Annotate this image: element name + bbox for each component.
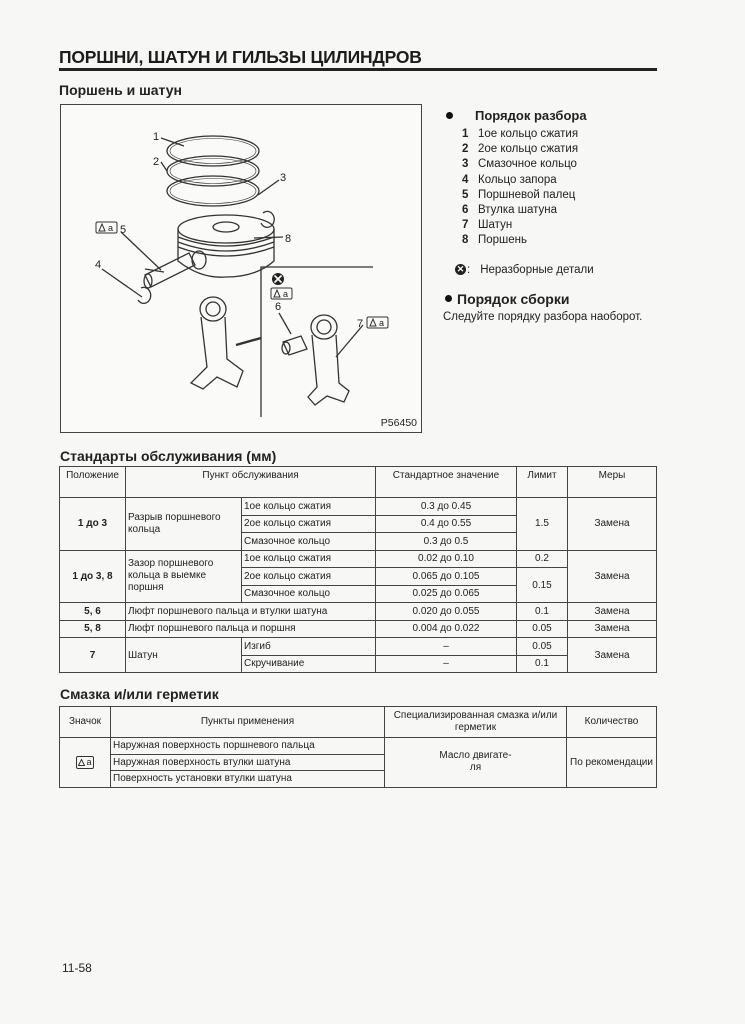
list-item: 5 Поршневой палец (462, 188, 576, 201)
callout-8: 8 (285, 233, 292, 245)
callout-2: 2 (153, 156, 160, 168)
table-row: 5, 6 Люфт поршневого пальца и втулки шатуна 0.020 до 0.055 0.1 Замена (60, 603, 657, 621)
callout-4: 4 (95, 259, 102, 271)
table-row: 1 до 3, 8 Зазор поршневого кольца в выемке поршня 1ое кольцо сжатия 0.02 до 0.10 0.2 Замена (60, 550, 657, 568)
bullet-icon (445, 295, 452, 302)
list-item: 7 Шатун (462, 219, 513, 232)
svg-text:a: a (283, 289, 289, 299)
connecting-rod-icon (308, 315, 363, 405)
list-item: 6 Втулка шатуна (462, 203, 558, 216)
table-header: Значок Пункты применения Специализированная смазка и/или герметик Количество (60, 707, 657, 738)
standards-table (59, 466, 657, 673)
table-row: 5, 8 Люфт поршневого пальца и поршня 0.004 до 0.022 0.05 Замена (60, 620, 657, 638)
table-row: Наружная поверхность втулки шатуна (60, 754, 657, 771)
table-row: 1 до 3 Разрыв поршневого кольца 1ое кольцо сжатия 0.3 до 0.45 1.5 Замена (60, 498, 657, 516)
table-row: Скручивание – 0.1 (60, 655, 657, 673)
piston-ring-icon (167, 156, 259, 186)
table-row: Поверхность установки втулки шатуна (60, 771, 657, 788)
list-item: 4 Кольцо запора (462, 173, 557, 186)
non-reusable-icon (272, 273, 284, 285)
piston-ring-icon (167, 176, 259, 206)
procedure-panel (443, 108, 683, 323)
table-row: 7 Шатун Изгиб – 0.05 Замена (60, 638, 657, 656)
table-row: a Наружная поверхность поршневого пальца Масло двигате- ля По рекомендации (60, 738, 657, 755)
section-subtitle: Поршень и шатун (59, 82, 182, 98)
list-item: 2 2ое кольцо сжатия (462, 143, 579, 156)
table-row: 2ое кольцо сжатия 0.065 до 0.105 0.15 (60, 568, 657, 586)
svg-text:a: a (379, 318, 385, 328)
page-number: 11-58 (62, 961, 92, 975)
table-row: Смазочное кольцо 0.3 до 0.5 (60, 533, 657, 551)
callout-7: 7 (357, 318, 364, 330)
title-rule (59, 68, 657, 71)
figure-code: P56450 (380, 417, 417, 429)
list-item: 3 Смазочное кольцо (462, 158, 577, 171)
lubrication-table (59, 706, 657, 788)
callout-1: 1 (153, 131, 160, 143)
lubricant-icon (96, 222, 388, 328)
bullet-icon (446, 112, 453, 119)
table-row: Смазочное кольцо 0.025 до 0.065 (60, 585, 657, 603)
bushing-icon (279, 313, 307, 355)
svg-text:a: a (108, 223, 114, 233)
callout-5: 5 (120, 224, 127, 236)
piston-icon (178, 215, 274, 277)
callout-6: 6 (275, 301, 282, 313)
disassembly-list (462, 127, 683, 249)
table-header: Положение Пункт обслуживания Стандартное значение Лимит Меры (60, 467, 657, 498)
piston-ring-icon (167, 136, 259, 166)
diagram-drawing (61, 105, 421, 432)
snap-ring-icon (261, 211, 274, 227)
connecting-rod-icon (191, 297, 243, 389)
callout-3: 3 (280, 172, 287, 184)
assembly-heading: Порядок сборки (443, 291, 683, 307)
list-item: 8 Поршень (462, 234, 528, 247)
assembly-text: Следуйте порядку разбора наоборот. (443, 310, 643, 323)
table-row: 2ое кольцо сжатия 0.4 до 0.55 (60, 515, 657, 533)
standards-title: Стандарты обслуживания (мм) (60, 448, 277, 464)
non-reusable-legend: ✕ : Неразборные детали (456, 263, 594, 276)
disassembly-heading: Порядок разбора (443, 108, 683, 123)
exploded-diagram (60, 104, 422, 433)
lubrication-title: Смазка и/или герметик (60, 686, 219, 702)
lubricant-icon: a (76, 756, 93, 769)
non-reusable-icon: ✕ (456, 264, 465, 274)
list-item: 1 1ое кольцо сжатия (462, 128, 579, 140)
page-title: ПОРШНИ, ШАТУН И ГИЛЬЗЫ ЦИЛИНДРОВ (59, 47, 422, 67)
